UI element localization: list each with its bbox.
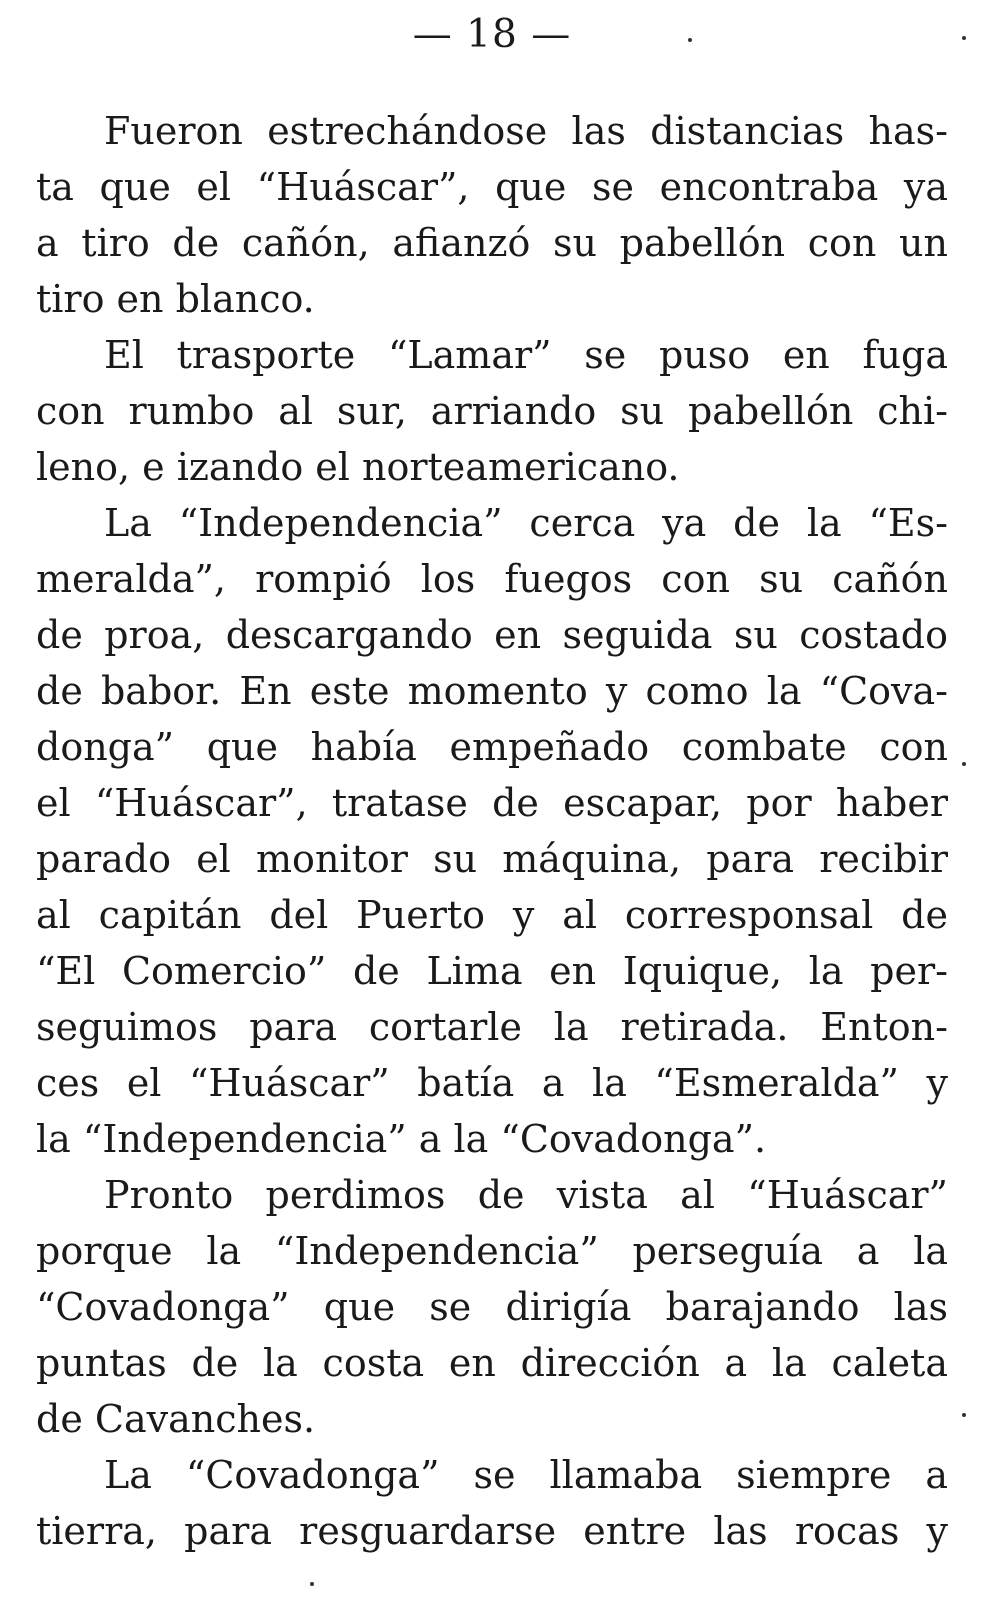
text-line: La “Covadonga” se llamaba siempre a bbox=[104, 1453, 948, 1497]
text-line: El trasporte “Lamar” se puso en fuga bbox=[104, 333, 948, 377]
text-line: el “Huáscar”, tratase de escapar, por haber bbox=[36, 781, 948, 825]
scan-speck bbox=[310, 1582, 314, 1586]
page-number: — 18 — bbox=[412, 12, 572, 57]
text-line: al capitán del Puerto y al corresponsal de bbox=[36, 893, 948, 937]
book-page bbox=[36, 0, 948, 1600]
paragraph bbox=[36, 327, 948, 495]
text-line: “Covadonga” que se dirigía barajando las bbox=[36, 1285, 948, 1329]
text-line: de Cavanches. bbox=[36, 1397, 316, 1441]
text-line: de babor. En este momento y como la “Cova- bbox=[36, 669, 948, 713]
scan-speck bbox=[962, 762, 966, 766]
scan-speck bbox=[688, 38, 692, 42]
text-line: tiro en blanco. bbox=[36, 277, 315, 321]
text-line: a tiro de cañón, afianzó su pabellón con un bbox=[36, 221, 948, 265]
text-line: Fueron estrechándose las distancias has- bbox=[104, 109, 948, 153]
text-line: La “Independencia” cerca ya de la “Es- bbox=[104, 501, 948, 545]
text-line: donga” que había empeñado combate con bbox=[36, 725, 948, 769]
paragraph bbox=[36, 1167, 948, 1447]
text-line: parado el monitor su máquina, para recibir bbox=[36, 837, 948, 881]
text-line: “El Comercio” de Lima en Iquique, la per- bbox=[36, 949, 948, 993]
text-line: seguimos para cortarle la retirada. Enton- bbox=[36, 1005, 948, 1049]
text-line: leno, e izando el norteamericano. bbox=[36, 445, 680, 489]
paragraph bbox=[36, 1447, 948, 1559]
text-line: de proa, descargando en seguida su costado bbox=[36, 613, 948, 657]
paragraph bbox=[36, 103, 948, 327]
scan-speck bbox=[962, 36, 966, 40]
text-line: puntas de la costa en dirección a la caleta bbox=[36, 1341, 948, 1385]
text-line: Pronto perdimos de vista al “Huáscar” bbox=[104, 1173, 948, 1217]
text-line: ta que el “Huáscar”, que se encontraba ya bbox=[36, 165, 948, 209]
text-line: porque la “Independencia” perseguía a la bbox=[36, 1229, 948, 1273]
scan-speck bbox=[962, 1413, 966, 1417]
text-line: ces el “Huáscar” batía a la “Esmeralda” y bbox=[36, 1061, 948, 1105]
text-line: meralda”, rompió los fuegos con su cañón bbox=[36, 557, 948, 601]
text-line: con rumbo al sur, arriando su pabellón chi- bbox=[36, 389, 948, 433]
text-line: la “Independencia” a la “Covadonga”. bbox=[36, 1117, 767, 1161]
text-line: tierra, para resguardarse entre las rocas y bbox=[36, 1509, 948, 1553]
paragraph bbox=[36, 495, 948, 1167]
body-text bbox=[36, 103, 948, 1559]
